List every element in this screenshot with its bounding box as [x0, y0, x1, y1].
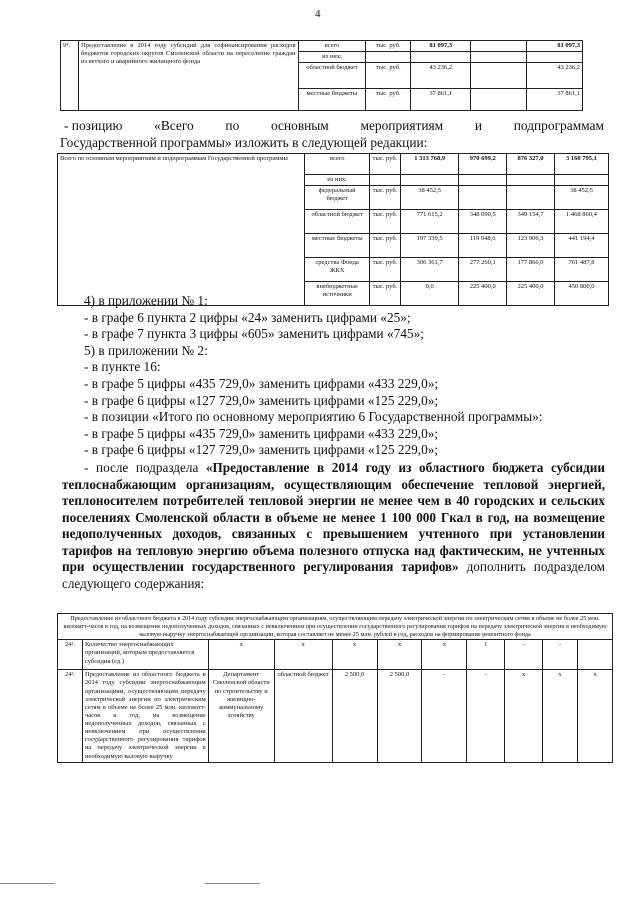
paragraph-line: Государственной программы» изложить в следующей редакции: [60, 134, 428, 150]
paragraph-addition [62, 460, 605, 592]
cell-value: 81 097,3 [411, 41, 471, 52]
cell-value [459, 186, 507, 210]
cell-value: x [543, 670, 578, 762]
cell-value: 876 327,0 [507, 154, 555, 175]
table-row [58, 154, 609, 175]
cell-value: - [422, 670, 467, 762]
cell-label: местные бюджеты [298, 89, 366, 111]
divider [205, 883, 260, 884]
cell-value: 1 313 768,9 [401, 154, 459, 175]
paragraph-position [60, 118, 604, 152]
cell-value: 38 452,5 [401, 186, 459, 210]
cell-value: 177 866,0 [507, 258, 555, 282]
page-number: 4 [315, 8, 321, 20]
row-description: Количество энергоснабжающих организаций, которым предоставляется субсидия (ед.) [82, 640, 208, 670]
cell-value: 450 800,0 [554, 282, 608, 306]
cell-value: 2 500,0 [332, 670, 377, 762]
list-item: - в графе 6 цифры «127 729,0» заменить цифрами «125 229,0»; [84, 392, 439, 408]
list-item: - в графе 5 цифры «435 729,0» заменить цифрами «433 229,0»; [84, 375, 439, 391]
list-item: - в графе 6 цифры «127 729,0» заменить цифрами «125 229,0»; [84, 442, 439, 458]
table-subsidy [57, 613, 613, 763]
cell-total: 43 236,2 [527, 63, 583, 89]
row-description: Всего по основным мероприятиям и подпрограммам Государственной программы [58, 154, 305, 306]
cell-value: 277 260,1 [459, 258, 507, 282]
cell-value: 225 400,0 [507, 282, 555, 306]
cell-value: 43 236,2 [411, 63, 471, 89]
cell-value: - [543, 640, 578, 670]
list-item: 4) в приложении № 1: [84, 293, 208, 308]
table-row [58, 640, 613, 670]
cell-value: 441 194,4 [554, 234, 608, 258]
cell-label: из них: [305, 175, 369, 186]
word: мероприятиям [360, 118, 444, 133]
cell-label: федеральный бюджет [305, 186, 369, 210]
cell-total: 37 861,1 [527, 89, 583, 111]
list-item: - в графе 7 пункта 3 цифры «605» заменить цифрами «745»; [84, 326, 424, 342]
cell-value: 1 468 860,4 [554, 210, 608, 234]
cell-value: 123 906,3 [507, 234, 555, 258]
list-item: 5) в приложении № 2: [84, 342, 208, 358]
cell-label: областной бюджет [305, 210, 369, 234]
cell-value: - [467, 670, 505, 762]
cell-value: 3 160 795,1 [554, 154, 608, 175]
cell-unit: тыс. руб. [366, 63, 411, 89]
table-row [61, 41, 583, 52]
word: и [474, 118, 483, 133]
cell-value: 225 400,0 [459, 282, 507, 306]
cell-unit: тыс. руб. [369, 258, 400, 282]
cell-unit: тыс. руб. [369, 186, 400, 210]
word: подпрограммам [513, 118, 604, 133]
divider [0, 883, 55, 884]
cell-value: 349 154,7 [507, 210, 555, 234]
row-number: 24¹. [58, 640, 83, 670]
cell-value: x [208, 640, 274, 670]
cell-unit: тыс. руб. [366, 41, 411, 52]
cell-value: 771 615,2 [401, 210, 459, 234]
word: - позицию [64, 118, 123, 133]
cell-label: средства Фонда ЖКХ [305, 258, 369, 282]
text: дополнить подразделом следующего содержания: [62, 559, 606, 591]
bold-text: «Предоставление в 2014 году из областного бюджета субсидии теплоснабжающим организациям, осуществляющим обеспечение тепловой энергией, теплоносителем потребителей тепловой энергии не менее чем в 40 городских и сельских поселениях Смоленской области в объеме не менее 1 100 000 Гкал в год, на возмещение недополученных доходов, связанных с превышением учтенного при установлении тарифов на тепловую энергию объема полезного отпуска над фактическим, не учтенных при осуществлении государственного регулирования тарифов» [62, 460, 606, 574]
cell-source: областной бюджет [274, 670, 332, 762]
cell-value: 0,0 [401, 282, 459, 306]
list-item: - в графе 6 пункта 2 цифры «24» заменить цифрами «25»; [84, 309, 411, 325]
cell-value: x [578, 670, 613, 762]
list-item: - в графе 5 цифры «435 729,0» заменить цифрами «433 229,0»; [84, 425, 439, 441]
cell-unit: тыс. руб. [366, 89, 411, 111]
cell-value: x [274, 640, 332, 670]
word: «Всего [154, 118, 194, 133]
table-totals [57, 153, 609, 306]
cell-value: 119 948,6 [459, 234, 507, 258]
cell-empty [471, 41, 527, 52]
cell-label: областной бюджет [298, 63, 366, 89]
cell-unit: тыс. руб. [369, 282, 400, 306]
list-item: - в пункте 16: [84, 359, 161, 375]
cell-value: - [505, 640, 543, 670]
word: основным [270, 118, 329, 133]
cell-total: 81 097,3 [527, 41, 583, 52]
row-number: 24². [58, 670, 83, 762]
cell-unit: тыс. руб. [369, 210, 400, 234]
table-resettlement [60, 40, 583, 111]
cell-value: 761 487,8 [554, 258, 608, 282]
cell-value: x [332, 640, 377, 670]
cell-unit: тыс. руб. [369, 154, 400, 175]
cell-value: 2 500,0 [377, 670, 422, 762]
row-description: Предоставление из областного бюджета в 2014 году субсидии энергоснабжающим организациям, осуществляющим передачу электрической энергии по электрическим сетям в объеме не более 25 млн. киловатт-часов в год, на возмещение недополученных доходов, связанных с невключением при осуществлении государственного регулирования тарифов на передачу электрической энергии в необходимую валовую выручку [82, 670, 208, 762]
cell-label: внебюджетные источники [305, 282, 369, 306]
instruction-list [84, 293, 542, 459]
cell-value: 37 861,1 [411, 89, 471, 111]
cell-value: 197 339,5 [401, 234, 459, 258]
cell-label: из них: [298, 52, 366, 63]
row-number: 9⁴. [61, 41, 79, 111]
cell-value: 1 [467, 640, 505, 670]
word: по [225, 118, 240, 133]
cell-value: x [505, 670, 543, 762]
cell-value [507, 186, 555, 210]
cell-label: всего [305, 154, 369, 175]
cell-value: 38 452,5 [554, 186, 608, 210]
cell-executor: Департамент Смоленской области по строительству и жилищно-коммунальному хозяйству [208, 670, 274, 762]
cell-value: 306 361,7 [401, 258, 459, 282]
cell-value: x [377, 640, 422, 670]
cell-value: 348 090,5 [459, 210, 507, 234]
cell-label: всего [298, 41, 366, 52]
cell-label: местные бюджеты [305, 234, 369, 258]
list-item: - в позиции «Итого по основному мероприятию 6 Государственной программы»: [84, 409, 543, 425]
text: - после подраздела [84, 460, 206, 475]
row-description: Предоставление в 2014 году субсидий для софинансирования расходов бюджетов городских округов Смоленской области на переселение граждан из ветхого и аварийного жилищного фонда [78, 41, 298, 111]
cell-unit: тыс. руб. [369, 234, 400, 258]
cell-value: 970 699,2 [459, 154, 507, 175]
cell-value: x [422, 640, 467, 670]
table-row [58, 614, 613, 640]
table-row [58, 670, 613, 762]
table-header: Предоставление из областного бюджета в 2014 году субсидии энергоснабжающим организациям, осуществляющим передачу электрической энергии по электрическим сетям в объеме не более 25 млн. киловатт-часов в год, на возмещение недополученных доходов, связанных с невключением при осуществлении государственного регулирования тарифов на передачу электрической энергии в необходимую валовую выручку энергоснабжающей организации, которая составляет не менее 25 млн. рублей в год, расходов на формирование ремонтного фонда [58, 614, 613, 640]
